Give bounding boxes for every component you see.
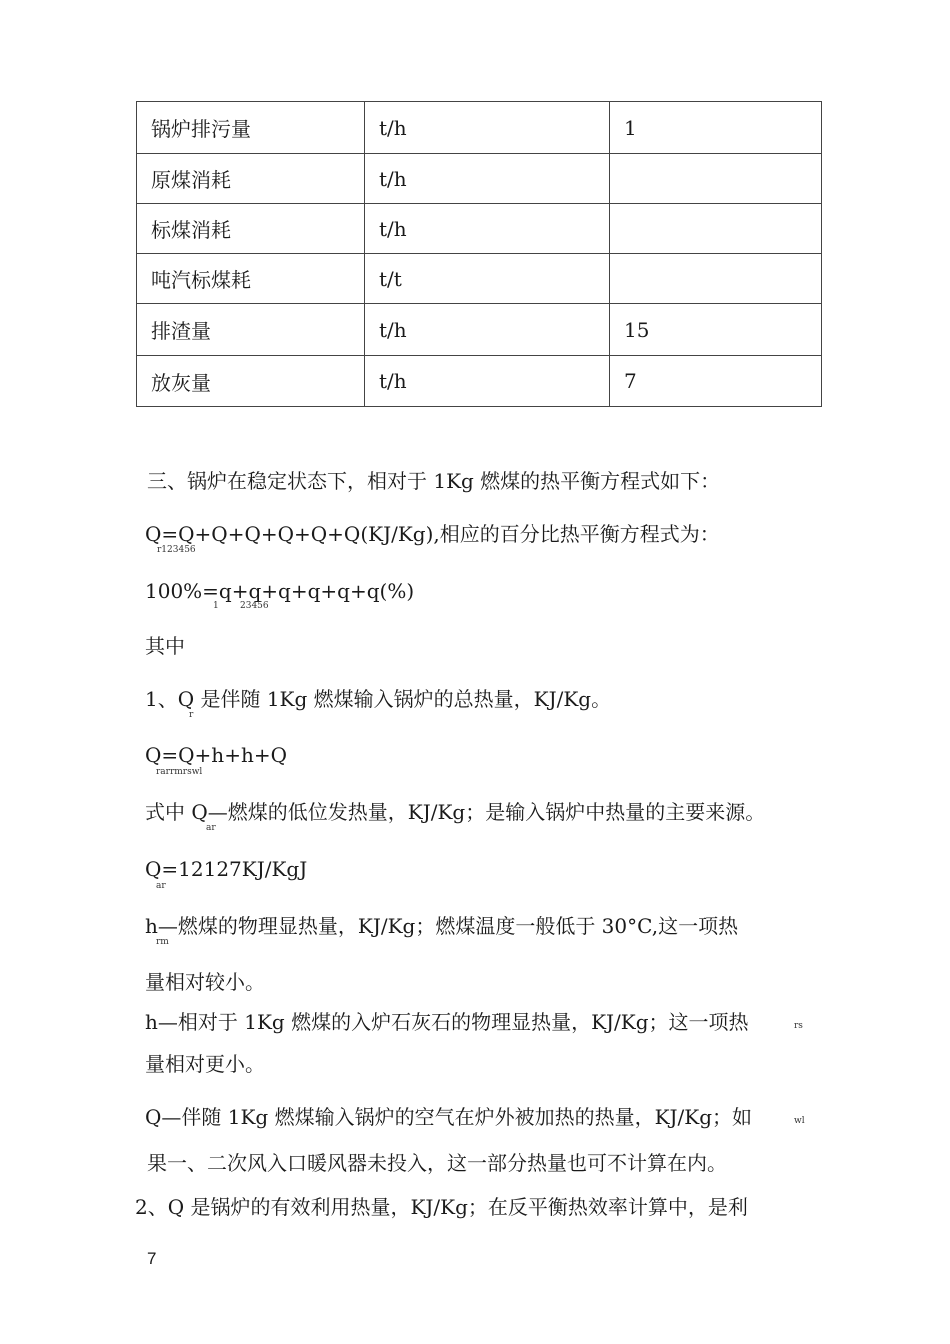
- table-cell-name: 锅炉排污量: [137, 102, 365, 154]
- definition-text: 量相对较小。: [145, 970, 265, 994]
- table-cell-name: 排渣量: [137, 304, 365, 356]
- table-row: [137, 154, 822, 204]
- equation-subscript: wl: [794, 1116, 805, 1126]
- table-cell-value: [610, 254, 822, 304]
- equation-subscripts: rarrmrswl: [156, 767, 203, 777]
- table-cell-unit: t/h: [365, 102, 610, 154]
- table-cell-value: [610, 154, 822, 204]
- table-cell-name: 吨汽标煤耗: [137, 254, 365, 304]
- definition-text: 量相对更小。: [145, 1052, 265, 1076]
- table-cell-unit: t/h: [365, 154, 610, 204]
- section-heading: 三、锅炉在稳定状态下，相对于 1Kg 燃煤的热平衡方程式如下：: [147, 469, 721, 493]
- table-cell-name: 标煤消耗: [137, 204, 365, 254]
- table-row: [137, 204, 822, 254]
- list-item: 2、Q 是锅炉的有效利用热量，KJ/Kg；在反平衡热效率计算中，是利: [135, 1195, 748, 1219]
- list-item: 1、Q 是伴随 1Kg 燃煤输入锅炉的总热量，KJ/Kg。: [145, 687, 612, 711]
- equation-subscript: rs: [794, 1021, 803, 1031]
- table-cell-name: 放灰量: [137, 356, 365, 407]
- table-cell-unit: t/h: [365, 304, 610, 356]
- table-cell-unit: t/h: [365, 204, 610, 254]
- equation-subscript: ar: [206, 823, 216, 833]
- page-number: 7: [147, 1249, 157, 1268]
- equation-subscript: rm: [156, 937, 169, 947]
- calorific-value-equation: Q=12127KJ/KgJ: [145, 857, 308, 881]
- parameter-table: [136, 101, 822, 407]
- definition-text: 式中 Q—燃煤的低位发热量，KJ/Kg；是输入锅炉中热量的主要来源。: [145, 800, 766, 824]
- equation-subscript: ar: [156, 881, 166, 891]
- total-heat-equation: Q=Q+h+h+Q: [145, 743, 287, 767]
- heat-balance-equation: Q=Q+Q+Q+Q+Q+Q(KJ/Kg),相应的百分比热平衡方程式为：: [145, 522, 720, 546]
- definition-text: h—相对于 1Kg 燃煤的入炉石灰石的物理显热量，KJ/Kg；这一项热: [145, 1010, 749, 1034]
- table-cell-unit: t/t: [365, 254, 610, 304]
- table-row: [137, 254, 822, 304]
- table-cell-value: 15: [610, 304, 822, 356]
- paragraph-label: 其中: [145, 634, 185, 658]
- equation-subscripts: 23456: [240, 601, 269, 611]
- table-cell-unit: t/h: [365, 356, 610, 407]
- table-cell-value: 7: [610, 356, 822, 407]
- equation-subscript: 1: [213, 601, 219, 611]
- definition-text: h—燃煤的物理显热量，KJ/Kg；燃煤温度一般低于 30°C,这一项热: [145, 914, 739, 938]
- table-cell-value: [610, 204, 822, 254]
- table-cell-value: 1: [610, 102, 822, 154]
- table-row: [137, 356, 822, 407]
- equation-subscripts: r123456: [157, 545, 196, 555]
- table-row: [137, 102, 822, 154]
- definition-text: 果一、二次风入口暖风器未投入，这一部分热量也可不计算在内。: [147, 1151, 727, 1175]
- table-row: [137, 304, 822, 356]
- percent-balance-equation: 100%=q+q+q+q+q+q(%): [145, 579, 415, 603]
- equation-subscript: r: [189, 710, 194, 720]
- table-cell-name: 原煤消耗: [137, 154, 365, 204]
- definition-text: Q—伴随 1Kg 燃煤输入锅炉的空气在炉外被加热的热量，KJ/Kg；如: [145, 1105, 753, 1129]
